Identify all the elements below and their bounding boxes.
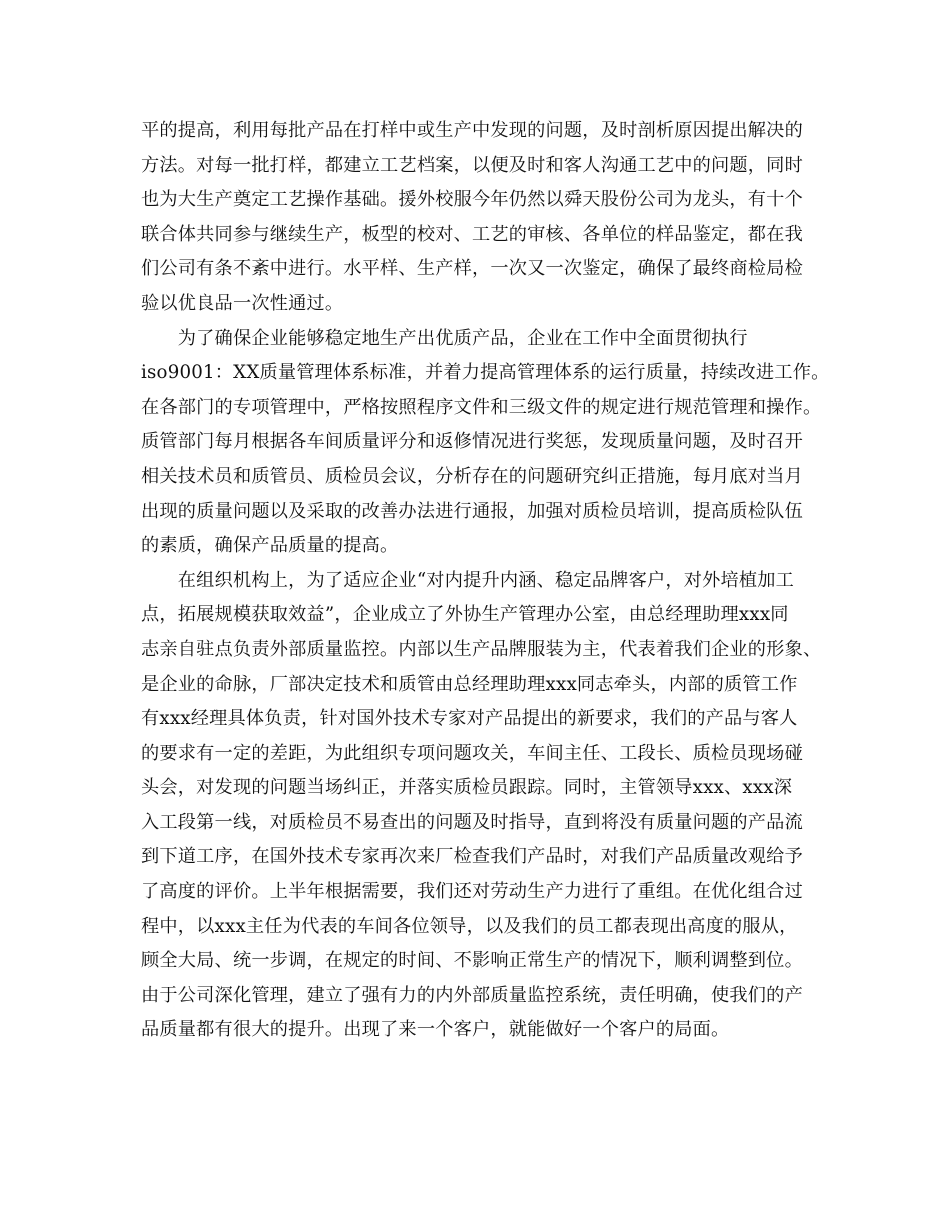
text-line: 质管部门每月根据各车间质量评分和返修情况进行奖惩，发现质量问题，及时召开 <box>141 431 803 453</box>
text-line: 程中，以xxx主任为代表的车间各位领导，以及我们的员工都表现出高度的服从， <box>141 915 798 937</box>
text-line: 点，拓展规模获取效益”，企业成立了外协生产管理办公室，由总经理助理xxx同 <box>141 604 789 626</box>
text-line: 的素质，确保产品质量的提高。 <box>141 535 399 557</box>
text-line: 品质量都有很大的提升。出现了来一个客户，就能做好一个客户的局面。 <box>141 1019 730 1041</box>
text-line: 方法。对每一批打样，都建立工艺档案，以便及时和客人沟通工艺中的问题，同时 <box>141 154 803 176</box>
paragraph-start-line: 为了确保企业能够稳定地生产出优质产品，企业在工作中全面贯彻执行 <box>141 327 748 349</box>
text-line: 平的提高，利用每批产品在打样中或生产中发现的问题，及时剖析原因提出解决的 <box>141 120 803 141</box>
text-line: 入工段第一线，对质检员不易查出的问题及时指导，直到将没有质量问题的产品流 <box>141 811 803 833</box>
text-line: 是企业的命脉，厂部决定技术和质管由总经理助理xxx同志牵头，内部的质管工作 <box>141 673 798 695</box>
text-line: 联合体共同参与继续生产，板型的校对、工艺的审核、各单位的样品鉴定，都在我 <box>141 223 803 245</box>
text-line: 顾全大局、统一步调，在规定的时间、不影响正常生产的情况下，顺利调整到位。 <box>141 950 803 972</box>
text-line: 出现的质量问题以及采取的改善办法进行通报，加强对质检员培训，提高质检队伍 <box>141 500 803 522</box>
text-line: 验以优良品一次性通过。 <box>141 292 344 314</box>
text-line: 头会，对发现的问题当场纠正，并落实质检员跟踪。同时，主管领导xxx、xxx深 <box>141 777 793 799</box>
text-line: 由于公司深化管理，建立了强有力的内外部质量监控系统，责任明确，使我们的产 <box>141 984 803 1006</box>
text-line: 也为大生产奠定工艺操作基础。援外校服今年仍然以舜天股份公司为龙头，有十个 <box>141 189 803 211</box>
text-line: 相关技术员和质管员、质检员会议，分析存在的问题研究纠正措施，每月底对当月 <box>141 465 803 487</box>
text-line: 的要求有一定的差距，为此组织专项问题攻关，车间主任、工段长、质检员现场碰 <box>141 742 803 764</box>
body-text <box>141 114 841 1048</box>
text-line: 们公司有条不紊中进行。水平样、生产样，一次又一次鉴定，确保了最终商检局检 <box>141 258 803 280</box>
text-line: 了高度的评价。上半年根据需要，我们还对劳动生产力进行了重组。在优化组合过 <box>141 881 803 903</box>
text-line: 志亲自驻点负责外部质量监控。内部以生产品牌服装为主，代表着我们企业的形象、 <box>141 638 822 660</box>
text-line: 有xxx经理具体负责，针对国外技术专家对产品提出的新要求，我们的产品与客人 <box>141 708 798 730</box>
text-line: 到下道工序，在国外技术专家再次来厂检查我们产品时，对我们产品质量改观给予 <box>141 846 803 868</box>
text-line: iso9001：XX质量管理体系标准，并着力提高管理体系的运行质量，持续改进工作。 <box>141 362 830 384</box>
paragraph-start-line: 在组织机构上，为了适应企业“对内提升内涵、稳定品牌客户，对外培植加工 <box>141 569 795 591</box>
text-line: 在各部门的专项管理中，严格按照程序文件和三级文件的规定进行规范管理和操作。 <box>141 396 822 418</box>
